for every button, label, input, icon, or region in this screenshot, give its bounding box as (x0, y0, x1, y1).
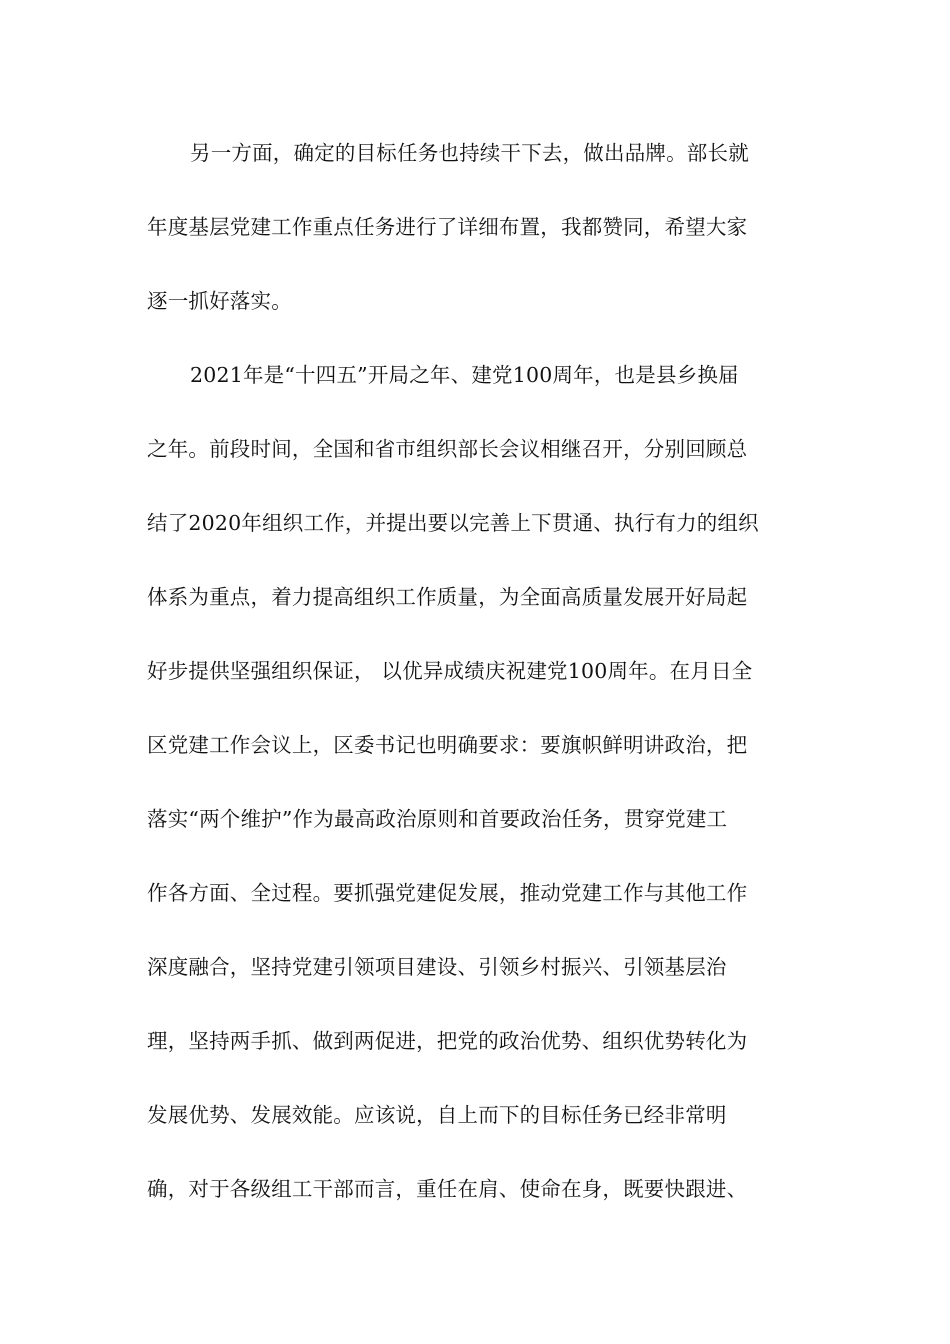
paragraph-1-line-3: 逐一抓好落实。 (147, 289, 292, 313)
paragraph-2-line-4: 体系为重点，着力提高组织工作质量，为全面高质量发展开好局起 (147, 585, 748, 609)
paragraph-2-line-5: 好步提供坚强组织保证， 以优异成绩庆祝建党100周年。在月日全 (147, 659, 753, 683)
paragraph-1-line-2: 年度基层党建工作重点任务进行了详细布置，我都赞同，希望大家 (147, 215, 748, 239)
paragraph-2-line-6: 区党建工作会议上，区委书记也明确要求：要旗帜鲜明讲政治，把 (147, 733, 748, 757)
paragraph-2-line-9: 深度融合，坚持党建引领项目建设、引领乡村振兴、引领基层治 (147, 955, 727, 979)
paragraph-1-line-1: 另一方面，确定的目标任务也持续干下去，做出品牌。部长就 (190, 141, 749, 165)
paragraph-2-line-10: 理，坚持两手抓、做到两促进，把党的政治优势、组织优势转化为 (147, 1029, 748, 1053)
paragraph-2-line-1: 2021年是“十四五”开局之年、建党100周年，也是县乡换届 (190, 363, 739, 387)
paragraph-2-line-12: 确，对于各级组工干部而言，重任在肩、使命在身，既要快跟进、 (147, 1177, 748, 1201)
paragraph-2-line-8: 作各方面、全过程。要抓强党建促发展，推动党建工作与其他工作 (147, 881, 748, 905)
paragraph-2-line-3: 结了2020年组织工作，并提出要以完善上下贯通、执行有力的组织 (147, 511, 759, 535)
paragraph-2-line-2: 之年。前段时间，全国和省市组织部长会议相继召开，分别回顾总 (147, 437, 748, 461)
paragraph-2-line-11: 发展优势、发展效能。应该说，自上而下的目标任务已经非常明 (147, 1103, 727, 1127)
paragraph-2-line-7: 落实“两个维护”作为最高政治原则和首要政治任务，贯穿党建工 (147, 807, 728, 831)
